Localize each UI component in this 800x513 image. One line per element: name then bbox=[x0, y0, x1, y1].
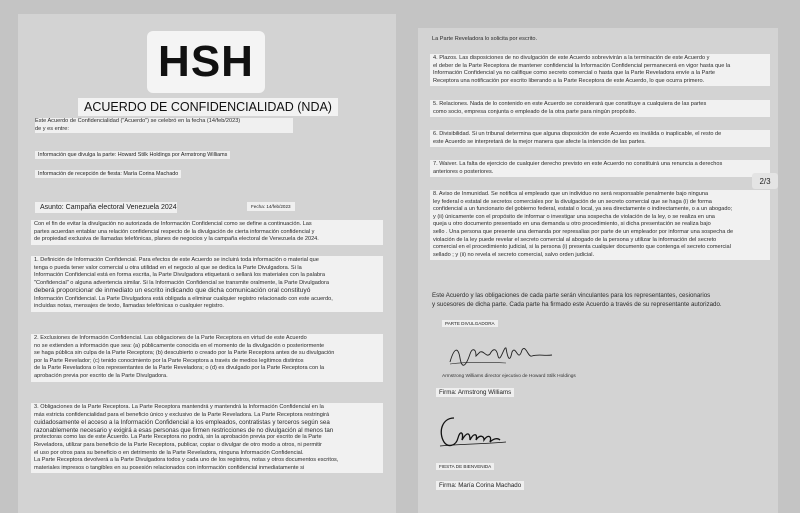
receiving-party-info: Información de recepción de fiesta: María Corina Machado bbox=[35, 170, 181, 178]
section-8-paragraph bbox=[430, 190, 770, 260]
section-1-line: "Confidencial" o alguna advertencia similar. Si la Información Confidencial se transmite oralmente, la Parte Divulgadora bbox=[34, 279, 329, 286]
section-1-line: incluidas notas, mensajes de texto, llamadas telefónicas o cualquier registro. bbox=[34, 303, 224, 310]
section-1-line: tenga o pueda tener valor comercial u otra utilidad en el negocio al que se dedica la Parte Divulgadora. Si la bbox=[34, 264, 302, 271]
section-3-line: Reveladora, utilizar para beneficio de la Parte Receptora, publicar, copiar o divulgar de otro modo a otros, ni permitir bbox=[34, 441, 322, 448]
section-3-line: materiales impresos o tangibles en su posesión relacionados con información confidencial inmediatamente si bbox=[34, 464, 305, 471]
section-3-line: cuidadosamente el acceso a la Información Confidencial a los empleados, contratistas y terceros según sea bbox=[34, 419, 330, 427]
section-5-line: como socio, empresa conjunta o empleado de la otra parte para ningún propósito. bbox=[433, 108, 637, 115]
section-6-line: 6. Divisibilidad. Si un tribunal determina que alguna disposición de este Acuerdo es inválida o inaplicable, el resto de bbox=[433, 131, 722, 137]
section-1-paragraph bbox=[31, 256, 383, 312]
section-3-line: más estricta confidencialidad para el beneficio único y exclusivo de la Parte Reveladora. La Parte Receptora restringirá bbox=[34, 411, 330, 418]
section-2-line: por la Parte Revelador; (c) tenido conocimiento por la Parte Receptora a través de medios legítimos distintos bbox=[34, 357, 304, 364]
company-logo: HSH bbox=[147, 31, 265, 93]
section-2-line: 2. Exclusiones de Información Confidencial. Las obligaciones de la Parte Receptora en virtud de este Acuerdo bbox=[34, 335, 307, 341]
document-title: ACUERDO DE CONFIDENCIALIDAD (NDA) bbox=[78, 98, 338, 116]
document-page-left bbox=[18, 14, 396, 513]
section-7-line: 7. Waiver. La falta de ejercicio de cualquier derecho previsto en este Acuerdo no constituirá una renuncia a derechos bbox=[433, 161, 723, 167]
section-7-paragraph bbox=[430, 160, 770, 177]
right-top-line bbox=[432, 36, 732, 44]
section-2-line: de la Parte Reveladora o los representantes de la Parte Reveladora; o (d) es divulgado por la Parte Receptora con la bbox=[34, 365, 325, 372]
section-2-line: aprobación previa por escrito de la Parte Divulgadora. bbox=[34, 372, 168, 379]
section-4-paragraph bbox=[430, 54, 770, 86]
intro-line: de y es entre: bbox=[35, 125, 69, 132]
subject-line: Asunto: Campaña electoral Venezuela 2024 bbox=[35, 202, 177, 213]
disclosing-party-info: Información que divulga la parte: Howard Stilk Holdings por Armstrong Williams bbox=[35, 151, 230, 159]
section-3-line: La Parte Receptora devolverá a la Parte Divulgadora todos y cada uno de los registros, notas y otros documentos escritos, bbox=[34, 457, 339, 464]
section-4-line: Receptora una notificación por escrito liberando a la Parte Receptora de este Acuerdo, lo que ocurra primero. bbox=[433, 77, 705, 84]
section-8-line: y (ii) únicamente con el propósito de informar o investigar una sospecha de violación de la ley, o se realiza en una bbox=[433, 213, 715, 220]
binding-paragraph bbox=[432, 292, 772, 309]
intro-paragraph bbox=[35, 118, 293, 133]
right-top-text: La Parte Reveladora lo solicita por escrito. bbox=[432, 36, 538, 42]
section-1-line: Información Confidencial. La Parte Divulgadora está obligada a eliminar cualquier registro relacionado con este acuerdo, bbox=[34, 295, 333, 302]
section-3-line: 3. Obligaciones de la Parte Receptora. La Parte Receptora mantendrá y mantendrá la Información Confidencial en la bbox=[34, 404, 324, 410]
binding-line: y sucesores de dicha parte. Cada parte ha firmado este Acuerdo a través de su representante autorizado. bbox=[432, 300, 722, 308]
section-1-line: deberá proporcionar de inmediato un escrito indicando que dicha comunicación oral constituyó bbox=[34, 287, 311, 295]
preamble-line: de propiedad exclusiva de llamadas telefónicas, planes de negocios y la campaña electoral de Venezuela de 2024. bbox=[34, 236, 319, 243]
page-counter: 2/3 bbox=[752, 173, 778, 189]
section-4-line: 4. Plazos. Las disposiciones de no divulgación de este Acuerdo sobrevivirán a la terminación de este Acuerdo y bbox=[433, 55, 710, 61]
section-8-line: 8. Aviso de Inmunidad. Se notifica al empleado que un individuo no será responsable penalmente bajo ninguna bbox=[433, 191, 709, 197]
intro-line: Este Acuerdo de Confidencialidad ("Acuerdo") se celebró en la fecha (14/feb/2023) bbox=[35, 118, 241, 124]
section-8-line: comercial en el procedimiento judicial, si la persona (i) presenta cualquier documento que contenga el secreto comercial bbox=[433, 244, 731, 251]
section-3-line: protectoras como las de este Acuerdo. La Parte Receptora no podrá, sin la aprobación previa por escrito de la Parte bbox=[34, 434, 322, 441]
preamble-line: Con el fin de evitar la divulgación no autorizada de Información Confidencial como se define a continuación. Las bbox=[34, 221, 312, 227]
section-3-line: el uso por otros para su beneficio o en detrimento de la Parte Reveladora, ninguna Información Confidencial. bbox=[34, 449, 304, 456]
binding-line: Este Acuerdo y las obligaciones de cada parte serán vinculantes para los representantes, cesionarios bbox=[432, 292, 711, 299]
preamble-paragraph bbox=[31, 220, 383, 245]
section-8-line: confidencial a un funcionario del gobierno federal, estatal o local, ya sea directamente o indirectamente, o a un abogado; bbox=[433, 206, 733, 213]
section-2-line: se haga pública sin culpa de la Parte Receptora; (b) descubierto o creado por la Parte Receptora antes de su divulgación bbox=[34, 350, 335, 357]
signature-maria-corina-machado bbox=[434, 412, 514, 452]
date-label: Fecha: 14/feb/2023 bbox=[247, 202, 295, 211]
disclosing-party-label: PARTE DIVULGADORA bbox=[442, 320, 498, 327]
section-4-line: el deber de la Parte Receptora de mantener confidencial la Información Confidencial permanecerá en vigor hasta que la bbox=[433, 62, 731, 69]
section-8-line: sello . Una persona que presente una demanda por represalias por parte de un empleador por informar una sospecha de bbox=[433, 228, 734, 235]
section-2-paragraph bbox=[31, 334, 383, 382]
section-1-line: Información Confidencial está en forma escrita, la Parte Divulgadora etiquetará o sellará los materiales con la palabra bbox=[34, 272, 326, 279]
signer-2-firma: Firma: María Corina Machado bbox=[436, 481, 524, 490]
welcome-party-label: FIESTA DE BIENVENIDA bbox=[436, 463, 494, 470]
section-8-line: queja u otro documento presentado en una demanda u otro procedimiento, si dicha presentación se realiza bajo bbox=[433, 221, 711, 228]
section-1-line: 1. Definición de Información Confidencial. Para efectos de este Acuerdo se incluirá toda información o material que bbox=[34, 257, 319, 263]
section-8-line: ley federal o estatal de secretos comerciales por la divulgación de un secreto comercial que se haga (i) de forma bbox=[433, 198, 712, 205]
document-page-right bbox=[418, 28, 778, 513]
section-6-paragraph bbox=[430, 130, 770, 147]
section-3-paragraph bbox=[31, 403, 383, 473]
section-6-line: este Acuerdo se interpretará de la mejor manera que afecte la intención de las partes. bbox=[433, 138, 646, 145]
section-5-line: 5. Relaciones. Nada de lo contenido en este Acuerdo se considerará que constituye a cualquiera de las partes bbox=[433, 101, 707, 107]
signature-armstrong-williams bbox=[446, 340, 556, 370]
section-3-line: razonablemente necesario y exigirá a esas personas que firmen restricciones de no divulgación al menos tan bbox=[34, 426, 334, 434]
section-7-line: anteriores o posteriores. bbox=[433, 168, 494, 175]
section-8-line: sellado ; y (ii) no revela el secreto comercial, salvo orden judicial. bbox=[433, 251, 595, 258]
signer-1-caption: Armstrong Williams director ejecutivo de Howard Stilk Holdings bbox=[442, 374, 576, 379]
signer-1-firma: Firma: Armstrong Williams bbox=[436, 388, 514, 397]
section-8-line: violación de la ley puede revelar el secreto comercial al abogado de la persona y utilizar la información del secreto bbox=[433, 236, 717, 243]
preamble-line: partes acuerdan entablar una relación confidencial respecto de la divulgación de cierta información confidencial y bbox=[34, 228, 315, 235]
section-2-line: no se extienden a información que sea: (a) públicamente conocida en el momento de la divulgación o posteriormente bbox=[34, 342, 325, 349]
section-4-line: Información Confidencial ya no califique como secreto comercial o hasta que la Parte Reveladora envíe a la Parte bbox=[433, 70, 716, 77]
section-5-paragraph bbox=[430, 100, 770, 117]
